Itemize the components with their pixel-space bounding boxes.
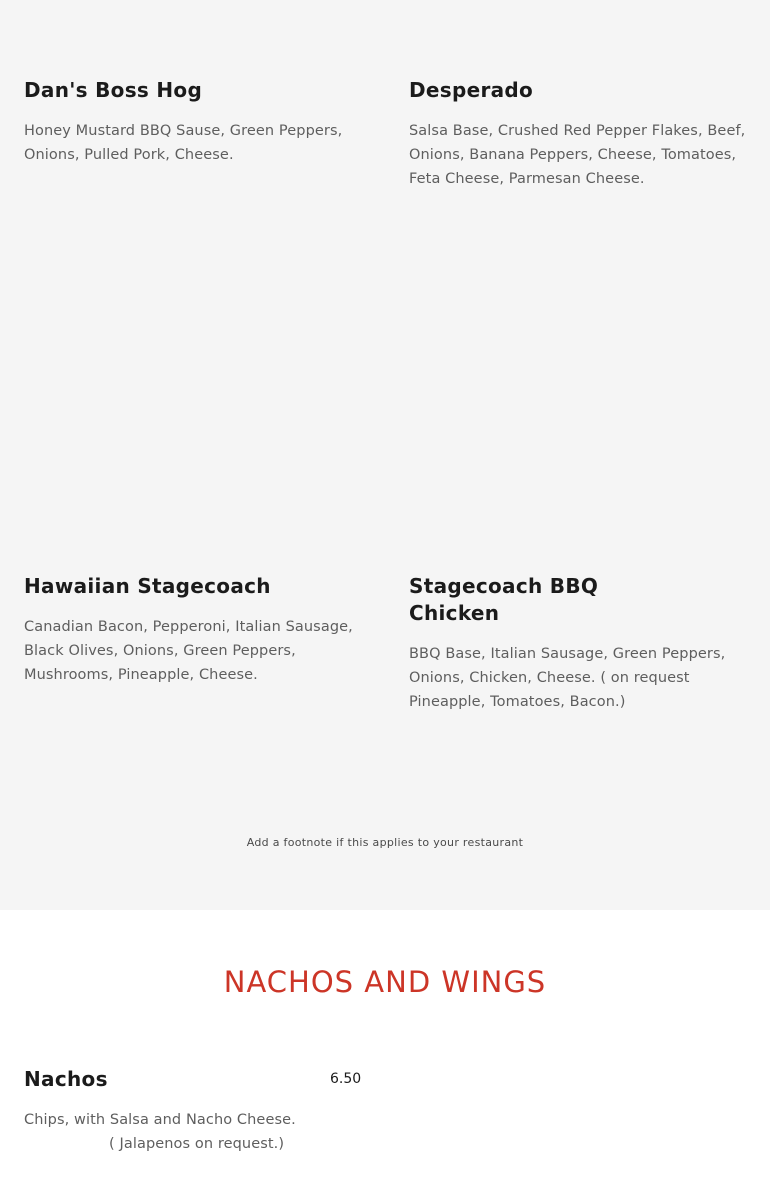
menu-item-description: Honey Mustard BBQ Sause, Green Peppers, Onions, Pulled Pork, Cheese. bbox=[24, 123, 343, 163]
menu-item-price: 6.50 bbox=[330, 1071, 362, 1087]
menu-item bbox=[24, 77, 354, 167]
menu-item-name: Desperado bbox=[409, 78, 534, 102]
menu-item-name: Hawaiian Stagecoach bbox=[24, 574, 271, 598]
menu-item-name: Stagecoach BBQ Chicken bbox=[409, 574, 599, 625]
menu-item-name: Nachos bbox=[24, 1067, 108, 1091]
menu-item-description bbox=[24, 1108, 324, 1156]
section-title: NACHOS AND WINGS bbox=[223, 965, 547, 999]
menu-item-description: Salsa Base, Crushed Red Pepper Flakes, Beef, Onions, Banana Peppers, Cheese, Tomatoes, Feta Cheese, Parmesan Cheese. bbox=[409, 123, 746, 187]
footnote: Add a footnote if this applies to your restaurant bbox=[246, 836, 524, 849]
menu-item-name: Dan's Boss Hog bbox=[24, 78, 203, 102]
menu-item bbox=[24, 1066, 324, 1156]
menu-item-description: Canadian Bacon, Pepperoni, Italian Sausage, Black Olives, Onions, Green Peppers, Mushrooms, Pineapple, Cheese. bbox=[24, 619, 353, 683]
menu-item-description-line: Chips, with Salsa and Nacho Cheese. bbox=[24, 1112, 296, 1128]
menu-item-description-line: ( Jalapenos on request.) bbox=[109, 1136, 285, 1152]
menu-item-description: BBQ Base, Italian Sausage, Green Peppers, Onions, Chicken, Cheese. ( on request Pineapple, Tomatoes, Bacon.) bbox=[409, 646, 726, 710]
menu-item bbox=[409, 573, 739, 714]
menu-item bbox=[409, 77, 749, 191]
menu-item bbox=[24, 573, 364, 687]
